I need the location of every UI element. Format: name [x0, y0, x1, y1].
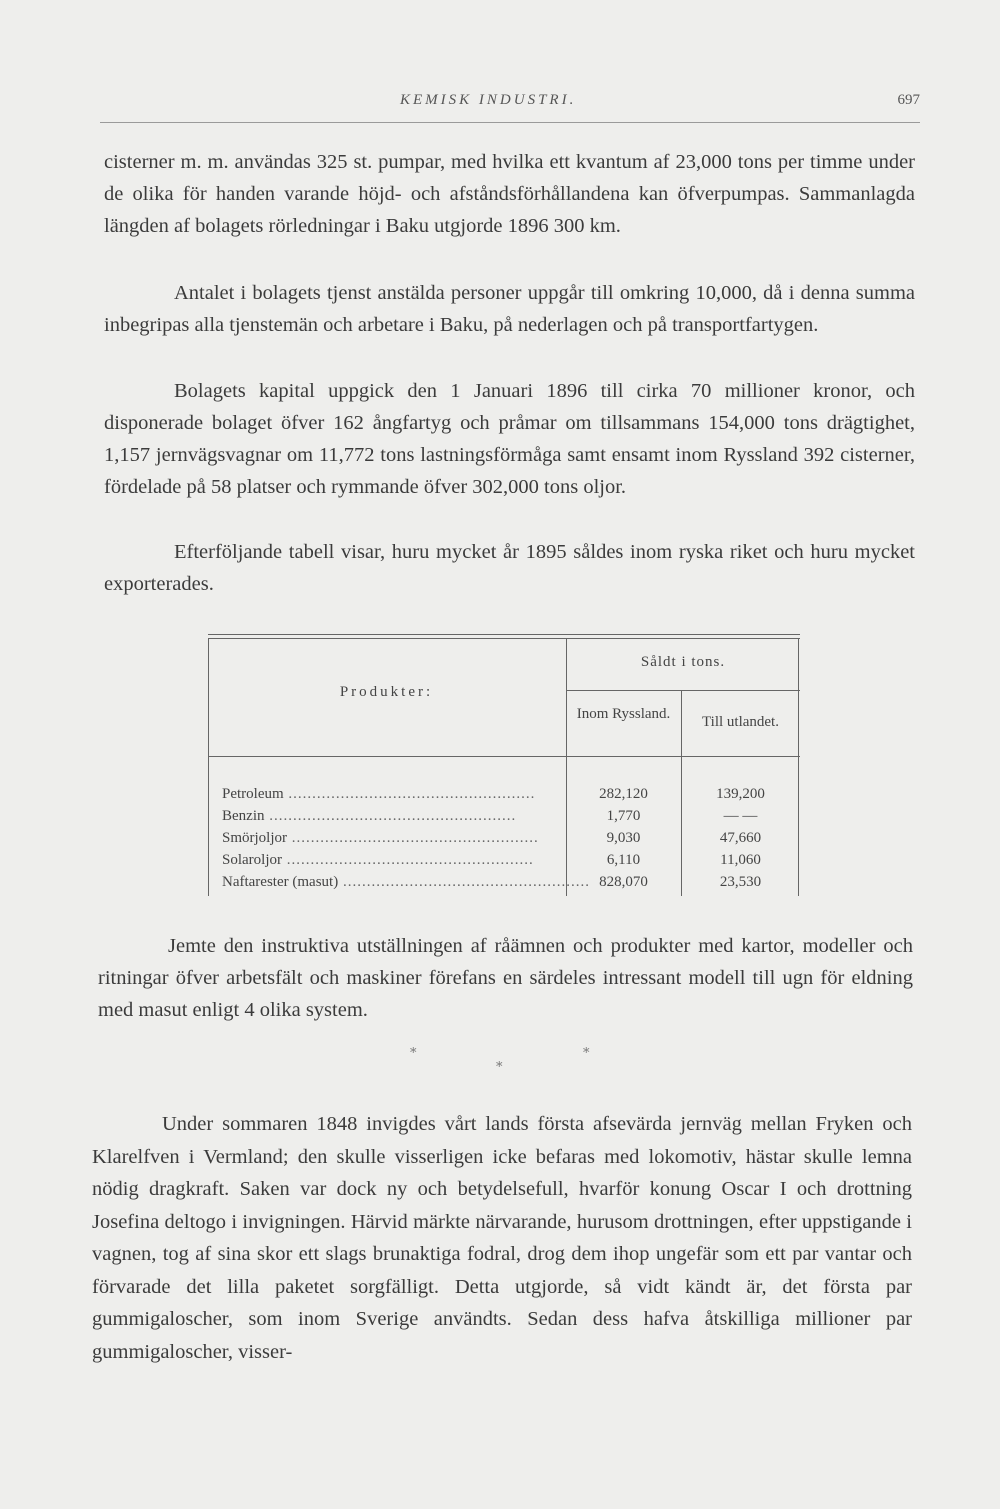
table-row: Naftarester (masut) .................................................... 828,070 23,530 [208, 874, 800, 896]
utlandet-value: — — [723, 808, 758, 824]
product-name: Petroleum [222, 786, 284, 802]
product-name: Naftarester (masut) [222, 874, 339, 890]
table-top-rule-2 [208, 638, 800, 639]
section-separator [0, 1046, 1000, 1086]
inom-value: 1,770 [606, 808, 641, 824]
table-header-rule [208, 756, 800, 757]
asterisk-icon: * [410, 1046, 417, 1061]
utlandet-value: 23,530 [719, 874, 762, 890]
product-name: Solaroljor [222, 852, 282, 868]
header-till-utlandet: Till utlandet. [702, 714, 779, 730]
header-products: Produkter: [339, 684, 434, 700]
sales-table [208, 634, 800, 896]
table-row: Petroleum .................................................... 282,120 139,200 [208, 786, 800, 808]
utlandet-value: 11,060 [720, 852, 761, 868]
table-row: Solaroljor .................................................... 6,110 11,060 [208, 852, 800, 874]
inom-value: 282,120 [599, 786, 648, 802]
utlandet-value: 47,660 [719, 830, 762, 846]
paragraph-2: Antalet i bolagets tjenst anstälda personer uppgår till omkring 10,000, då i denna summa inbegripas alla tjenstemän och arbetare i Baku, på nederlagen och på transportfartygen. [104, 282, 915, 336]
page-number: 697 [897, 92, 920, 108]
paragraph-4: Efterföljande tabell visar, huru mycket år 1895 såldes inom ryska riket och huru mycket exporterades. [104, 541, 915, 595]
page-header [100, 92, 920, 123]
paragraph-6: Under sommaren 1848 invigdes vårt lands första afsevärda jernväg mellan Fryken och Klarelfven i Vermland; den skulle visserligen icke befaras med lokomotiv, hästar skulle lemna nödig dragkraft. Saken var dock ny och betydelsefull, hvarför konung Oscar I och drottning Josefina deltogo i invigningen. Härvid märkte närvarande, hurusom drottningen, efter uppstigande i vagnen, tog af sina skor ett slags brunaktiga fodral, drog dem ihop ungefär som ett par vantar och förvarade det lilla paketet sorgfälligt. Detta utgjorde, så vidt kändt är, det första par gummigaloscher, som inom Sverige användts. Sedan dess hafva åtskilliga millioner par gummigaloscher, visser- [92, 1113, 912, 1363]
running-title: KEMISK INDUSTRI. [400, 92, 577, 108]
inom-value: 828,070 [599, 874, 648, 890]
product-name: Smörjoljor [222, 830, 288, 846]
table-subheader-rule [566, 690, 800, 691]
header-sold-tons: Såldt i tons. [640, 654, 726, 670]
table-row: Benzin .................................................... 1,770 — — [208, 808, 800, 830]
product-name: Benzin [222, 808, 265, 824]
table-row: Smörjoljor .................................................... 9,030 47,660 [208, 830, 800, 852]
asterisk-icon: * [583, 1046, 590, 1061]
inom-value: 9,030 [606, 830, 641, 846]
asterisk-icon: * [496, 1060, 503, 1075]
utlandet-value: 139,200 [716, 786, 765, 802]
paragraph-1: cisterner m. m. användas 325 st. pumpar, med hvilka ett kvantum af 23,000 tons per timme under de olika för handen varande höjd- och afståndsförhållandena kan öfverpumpas. Sammanlagda längden af bolagets rörledningar i Baku utgjorde 1896 300 km. [104, 151, 915, 237]
header-inom-ryssland: Inom Ryssland. [576, 706, 671, 722]
inom-value: 6,110 [606, 852, 641, 868]
paragraph-5: Jemte den instruktiva utställningen af råämnen och produkter med kartor, modeller och ritningar öfver arbetsfält och maskiner förefans en särdeles intressant modell till ugn för eldning med masut enligt 4 olika system. [98, 935, 913, 1021]
table-top-rule [208, 634, 800, 635]
paragraph-3: Bolagets kapital uppgick den 1 Januari 1896 till cirka 70 millioner kronor, och disponerade bolaget öfver 162 ångfartyg och pråmar om tillsammans 154,000 tons drägtighet, 1,157 jernvägsvagnar om 11,772 tons lastningsförmåga samt ensamt inom Ryssland 392 cisterner, fördelade på 58 platser och rymmande öfver 302,000 tons oljor. [104, 380, 915, 498]
